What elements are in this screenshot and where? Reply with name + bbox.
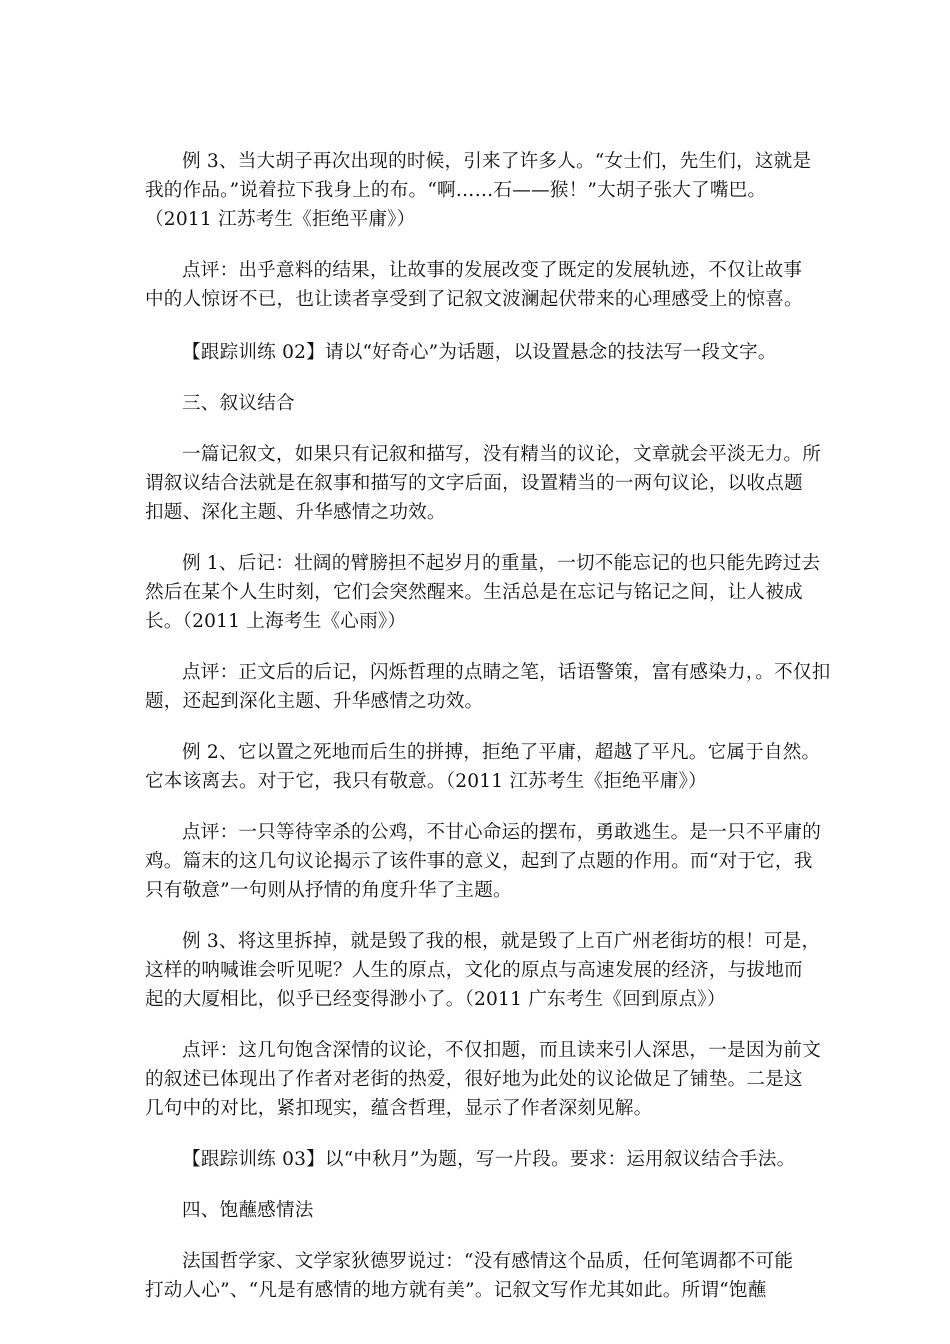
paragraph-line: 例 1、后记：壮阔的臂膀担不起岁月的重量，一切不能忘记的也只能先跨过去 <box>182 553 821 574</box>
paragraph-line: 它本该离去。对于它，我只有敬意。（2011 江苏考生《拒绝平庸》） <box>145 771 707 792</box>
paragraph-line: 鸡。篇末的这几句议论揭示了该件事的意义，起到了点题的作用。而“对于它，我 <box>145 851 813 872</box>
paragraph-comment-3b <box>145 1036 821 1123</box>
paragraph-line: 题，还起到深化主题、升华感情之功效。 <box>145 691 484 712</box>
paragraph-example-2 <box>145 738 821 796</box>
paragraph-comment-2 <box>145 818 821 905</box>
paragraph-line: 例 2、它以置之死地而后生的拼搏，拒绝了平庸，超越了平凡。它属于自然。 <box>182 742 821 763</box>
paragraph-line: 谓叙议结合法就是在叙事和描写的文字后面，设置精当的一两句议论，以收点题 <box>145 473 803 494</box>
paragraph-line: 点评：出乎意料的结果，让故事的发展改变了既定的发展轨迹，不仅让故事 <box>182 260 803 281</box>
paragraph-line: 三、叙议结合 <box>182 393 295 414</box>
paragraph-line: 只有敬意”一句则从抒情的角度升华了主题。 <box>145 880 512 901</box>
paragraph-example-3a <box>145 147 812 234</box>
paragraph-line: 中的人惊讶不已，也让读者享受到了记叙文波澜起伏带来的心理感受上的惊喜。 <box>145 289 803 310</box>
paragraph-heading-4 <box>145 1196 807 1225</box>
paragraph-line: （2011 江苏考生《拒绝平庸》） <box>145 209 416 230</box>
paragraph-line: 四、饱蘸感情法 <box>182 1200 314 1221</box>
paragraph-line: 点评：一只等待宰杀的公鸡，不甘心命运的摆布，勇敢逃生。是一只不平庸的 <box>182 822 821 843</box>
paragraph-line: 法国哲学家、文学家狄德罗说过：“没有感情这个品质，任何笔调都不可能 <box>182 1251 794 1272</box>
paragraph-line: 几句中的对比，紧扣现实，蕴含哲理，显示了作者深刻见解。 <box>145 1098 653 1119</box>
paragraph-line: 长。（2011 上海考生《心雨》） <box>145 611 407 632</box>
paragraph-intro-3 <box>145 440 821 527</box>
paragraph-comment-3a <box>145 256 807 314</box>
paragraph-training-02 <box>145 338 807 367</box>
paragraph-heading-3 <box>145 389 807 418</box>
paragraph-line: 然后在某个人生时刻，它们会突然醒来。生活总是在忘记与铭记之间，让人被成 <box>145 582 803 603</box>
paragraph-line: 例 3、将这里拆掉，就是毁了我的根，就是毁了上百广州老街坊的根！可是， <box>182 931 821 952</box>
paragraph-line: 一篇记叙文，如果只有记叙和描写，没有精当的议论，文章就会平淡无力。所 <box>182 444 821 465</box>
paragraph-example-1 <box>145 549 821 636</box>
paragraph-line: 这样的呐喊谁会听见呢？人生的原点，文化的原点与高速发展的经济，与拔地而 <box>145 960 803 981</box>
paragraph-line: 点评：正文后的后记，闪烁哲理的点睛之笔，话语警策，富有感染力，。不仅扣 <box>182 662 831 683</box>
paragraph-line: 点评：这几句饱含深情的议论，不仅扣题，而且读来引人深思，一是因为前文 <box>182 1040 821 1061</box>
paragraph-line: 起的大厦相比，似乎已经变得渺小了。（2011 广东考生《回到原点》） <box>145 989 726 1010</box>
paragraph-example-3b <box>145 927 821 1014</box>
paragraph-line: 打动人心”、“凡是有感情的地方就有美”。记叙文写作尤其如此。所谓“饱蘸 <box>145 1280 767 1301</box>
paragraph-line: 【跟踪训练 03】以“中秋月”为题，写一片段。要求：运用叙议结合手法。 <box>182 1149 796 1170</box>
paragraph-line: 的叙述已体现出了作者对老街的热爱，很好地为此处的议论做足了铺垫。二是这 <box>145 1069 803 1090</box>
paragraph-line: 扣题、深化主题、升华感情之功效。 <box>145 502 446 523</box>
paragraph-line: 我的作品。”说着拉下我身上的布。“啊……石——猴！”大胡子张大了嘴巴。 <box>145 180 767 201</box>
paragraph-intro-4 <box>145 1247 807 1305</box>
paragraph-comment-1 <box>145 658 831 716</box>
document-body <box>145 147 831 1327</box>
paragraph-line: 例 3、当大胡子再次出现的时候，引来了许多人。“女士们，先生们，这就是 <box>182 151 812 172</box>
paragraph-line: 【跟踪训练 02】请以“好奇心”为话题，以设置悬念的技法写一段文字。 <box>182 342 777 363</box>
paragraph-training-03 <box>145 1145 807 1174</box>
